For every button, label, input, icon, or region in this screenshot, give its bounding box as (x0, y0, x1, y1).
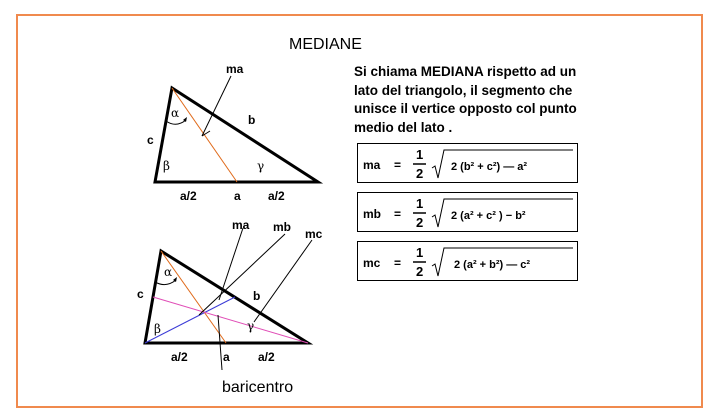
formula-box-mb (357, 192, 578, 232)
centroid-label: baricentro (222, 379, 294, 396)
bottom-alpha-label: α (164, 265, 173, 279)
formula-equals: = (394, 256, 402, 270)
top-median-a-label: ma (226, 62, 244, 76)
top-side-a-label: a (234, 189, 241, 203)
formula-numerator: 1 (416, 245, 424, 260)
formula-equals: = (394, 207, 402, 221)
formula-denominator: 2 (416, 166, 424, 181)
formula-box-ma (357, 143, 578, 183)
formula-lhs: mc (363, 256, 381, 270)
top-side-c-label: c (147, 133, 154, 147)
top-side-b-label: b (248, 113, 256, 127)
bottom-triangle (137, 218, 323, 396)
formula-numerator: 1 (416, 147, 424, 162)
bottom-alpha-arc (155, 280, 176, 285)
bottom-median-a-label: ma (232, 218, 250, 232)
top-triangle-shape (155, 88, 318, 182)
top-half-left-label: a/2 (180, 189, 197, 203)
bottom-side-b-label: b (253, 289, 261, 303)
bottom-half-left-label: a/2 (171, 350, 188, 364)
top-alpha-arc (166, 120, 186, 124)
formula-denominator: 2 (416, 215, 424, 230)
bottom-gamma-label: γ (247, 319, 255, 333)
bottom-median-c-line (153, 297, 308, 343)
top-half-right-label: a/2 (268, 189, 285, 203)
formula-box-mc (357, 241, 578, 281)
formula-radicand: 2 (a² + b²) — c² (454, 259, 531, 271)
formula-radicand: 2 (a² + c² ) − b² (451, 210, 526, 222)
formula-lhs: mb (363, 207, 381, 221)
bottom-median-a-pointer (219, 228, 243, 300)
top-median-a-pointer (202, 76, 231, 136)
formula-radicand: 2 (b² + c²) — a² (451, 161, 528, 173)
top-triangle (147, 62, 318, 203)
page-title: MEDIANE (289, 36, 362, 53)
bottom-side-a-label: a (223, 350, 230, 364)
top-alpha-label: α (171, 106, 180, 120)
bottom-median-b-label: mb (273, 220, 291, 234)
bottom-median-c-pointer (254, 240, 312, 322)
formula-denominator: 2 (416, 264, 424, 279)
formula-numerator: 1 (416, 196, 424, 211)
formula-lhs: ma (363, 158, 381, 172)
bottom-beta-label: β (154, 322, 161, 336)
top-beta-label: β (163, 159, 170, 173)
formula-equals: = (394, 158, 402, 172)
top-gamma-label: γ (257, 159, 265, 173)
bottom-half-right-label: a/2 (258, 350, 275, 364)
bottom-side-c-label: c (137, 287, 144, 301)
bottom-median-c-label: mc (305, 227, 323, 241)
median-definition: Si chiama MEDIANA rispetto ad un lato del triangolo, il segmento che unisce il vertice opposto col punto medio del lato . (354, 64, 577, 135)
